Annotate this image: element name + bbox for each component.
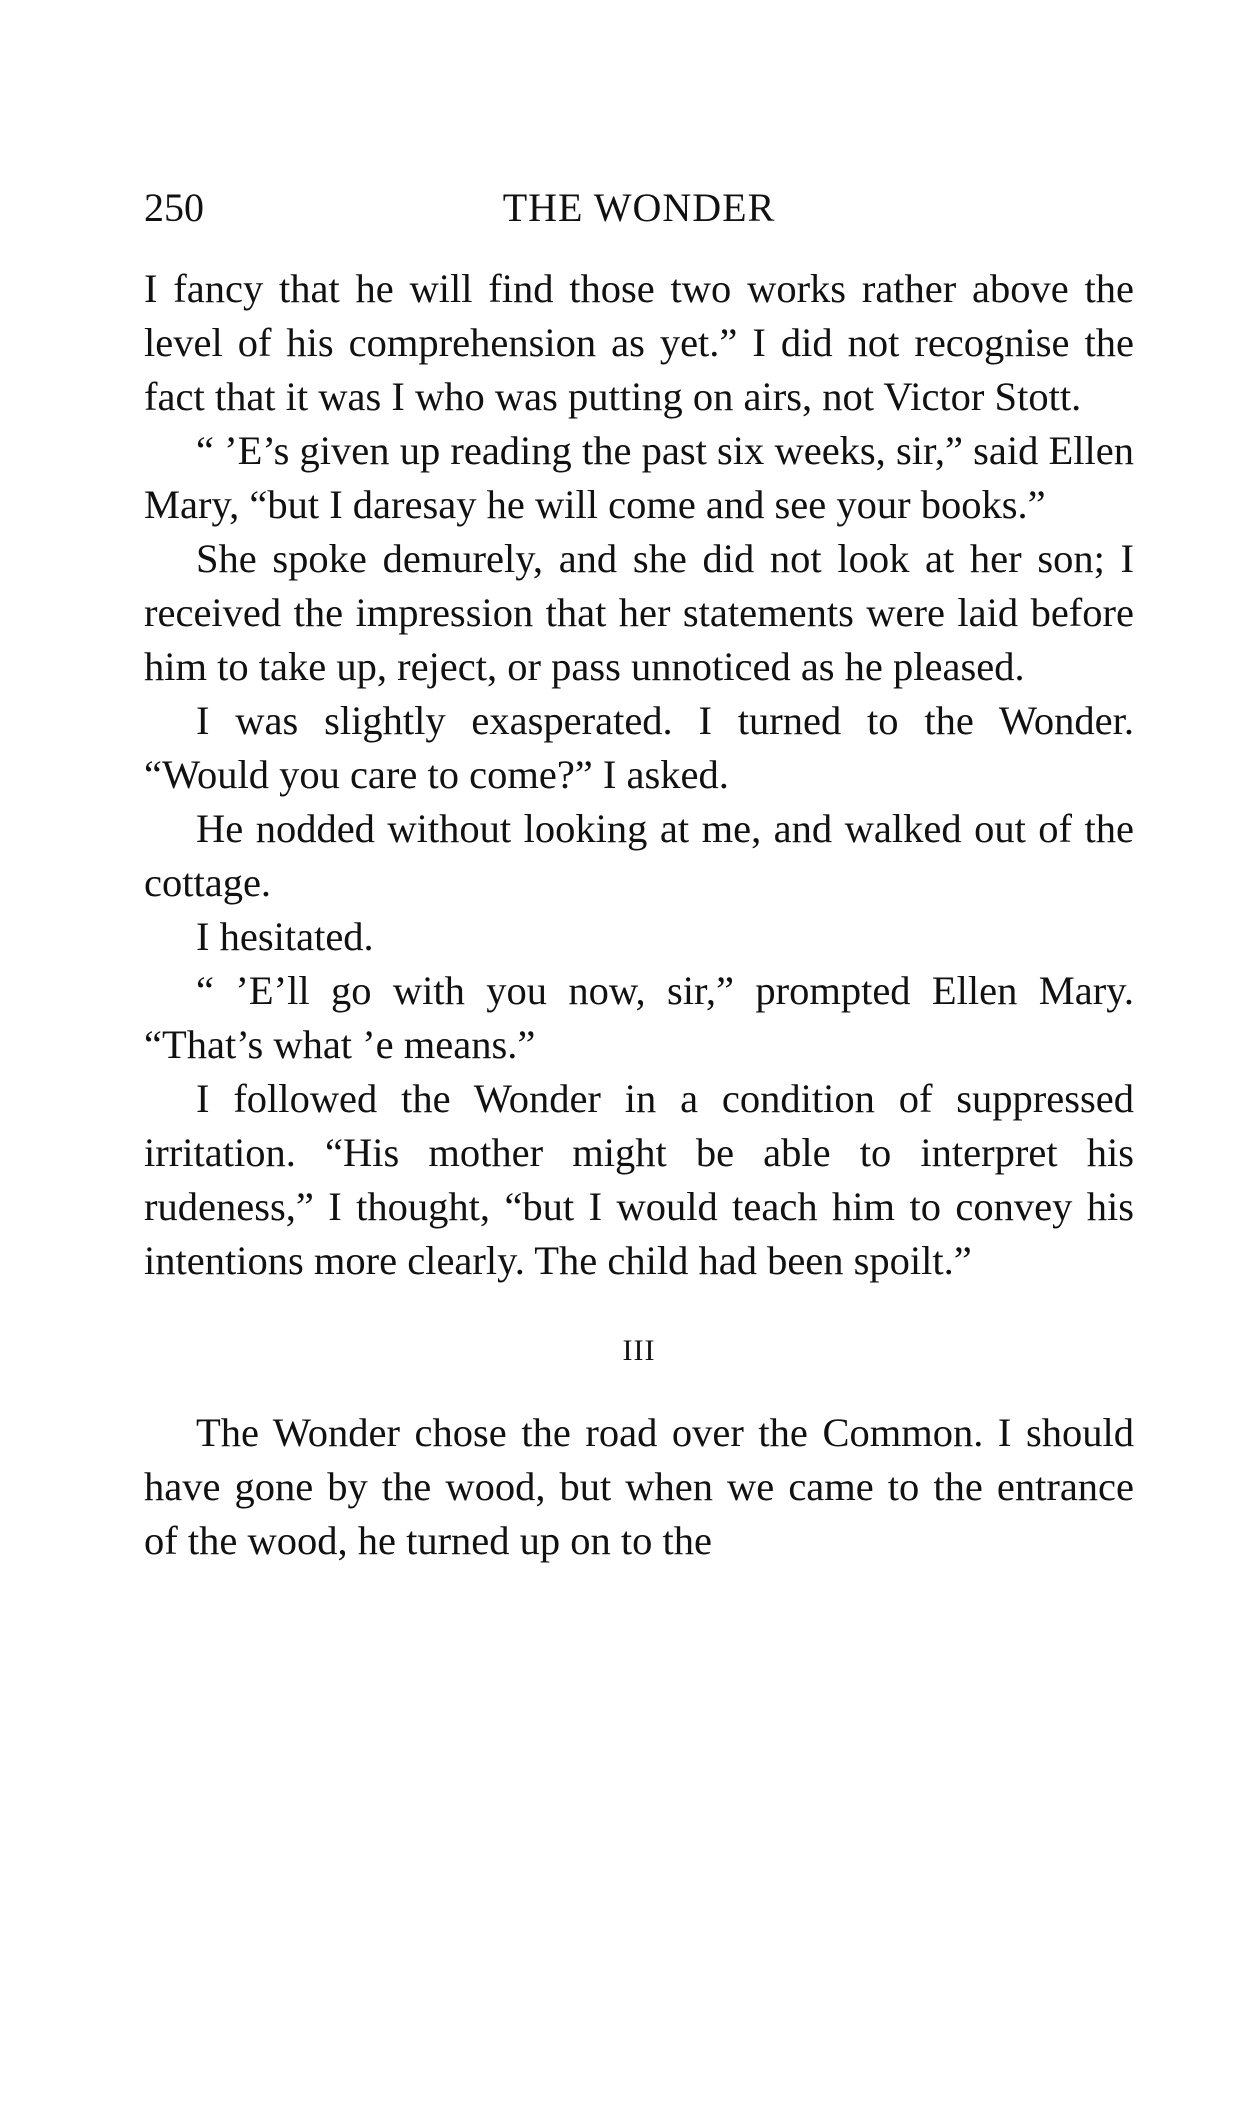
paragraph: “ ’E’s given up reading the past six weeks, sir,” said Ellen Mary, “but I daresay he will come and see your books.” [144, 428, 1134, 527]
paragraph: He nodded without looking at me, and walked out of the cottage. [144, 806, 1134, 905]
paragraph: I was slightly exasperated. I turned to the Wonder. “Would you care to come?” I asked. [144, 698, 1134, 797]
paragraph: I hesitated. [196, 914, 374, 959]
section-heading: III [622, 1334, 656, 1367]
paragraph: The Wonder chose the road over the Common. I should have gone by the wood, but when we came to the entrance of the wood, he turned up on to the [144, 1410, 1134, 1563]
running-title: THE WONDER [502, 185, 776, 230]
body-text [144, 262, 1134, 1568]
paragraph: I followed the Wonder in a condition of suppressed irritation. “His mother might be able to interpret his rudeness,” I thought, “but I would teach him to convey his intentions more clearly. The child had been spoilt.” [144, 1076, 1134, 1283]
paragraph: I fancy that he will find those two works rather above the level of his comprehension as yet.” I did not recognise the fact that it was I who was putting on airs, not Victor Stott. [144, 266, 1134, 419]
paragraph: She spoke demurely, and she did not look at her son; I received the impression that her statements were laid before him to take up, reject, or pass unnoticed as he pleased. [144, 536, 1134, 689]
page-number: 250 [144, 185, 204, 230]
paragraph: “ ’E’ll go with you now, sir,” prompted Ellen Mary. “That’s what ’e means.” [144, 968, 1134, 1067]
page-header [144, 178, 1134, 238]
